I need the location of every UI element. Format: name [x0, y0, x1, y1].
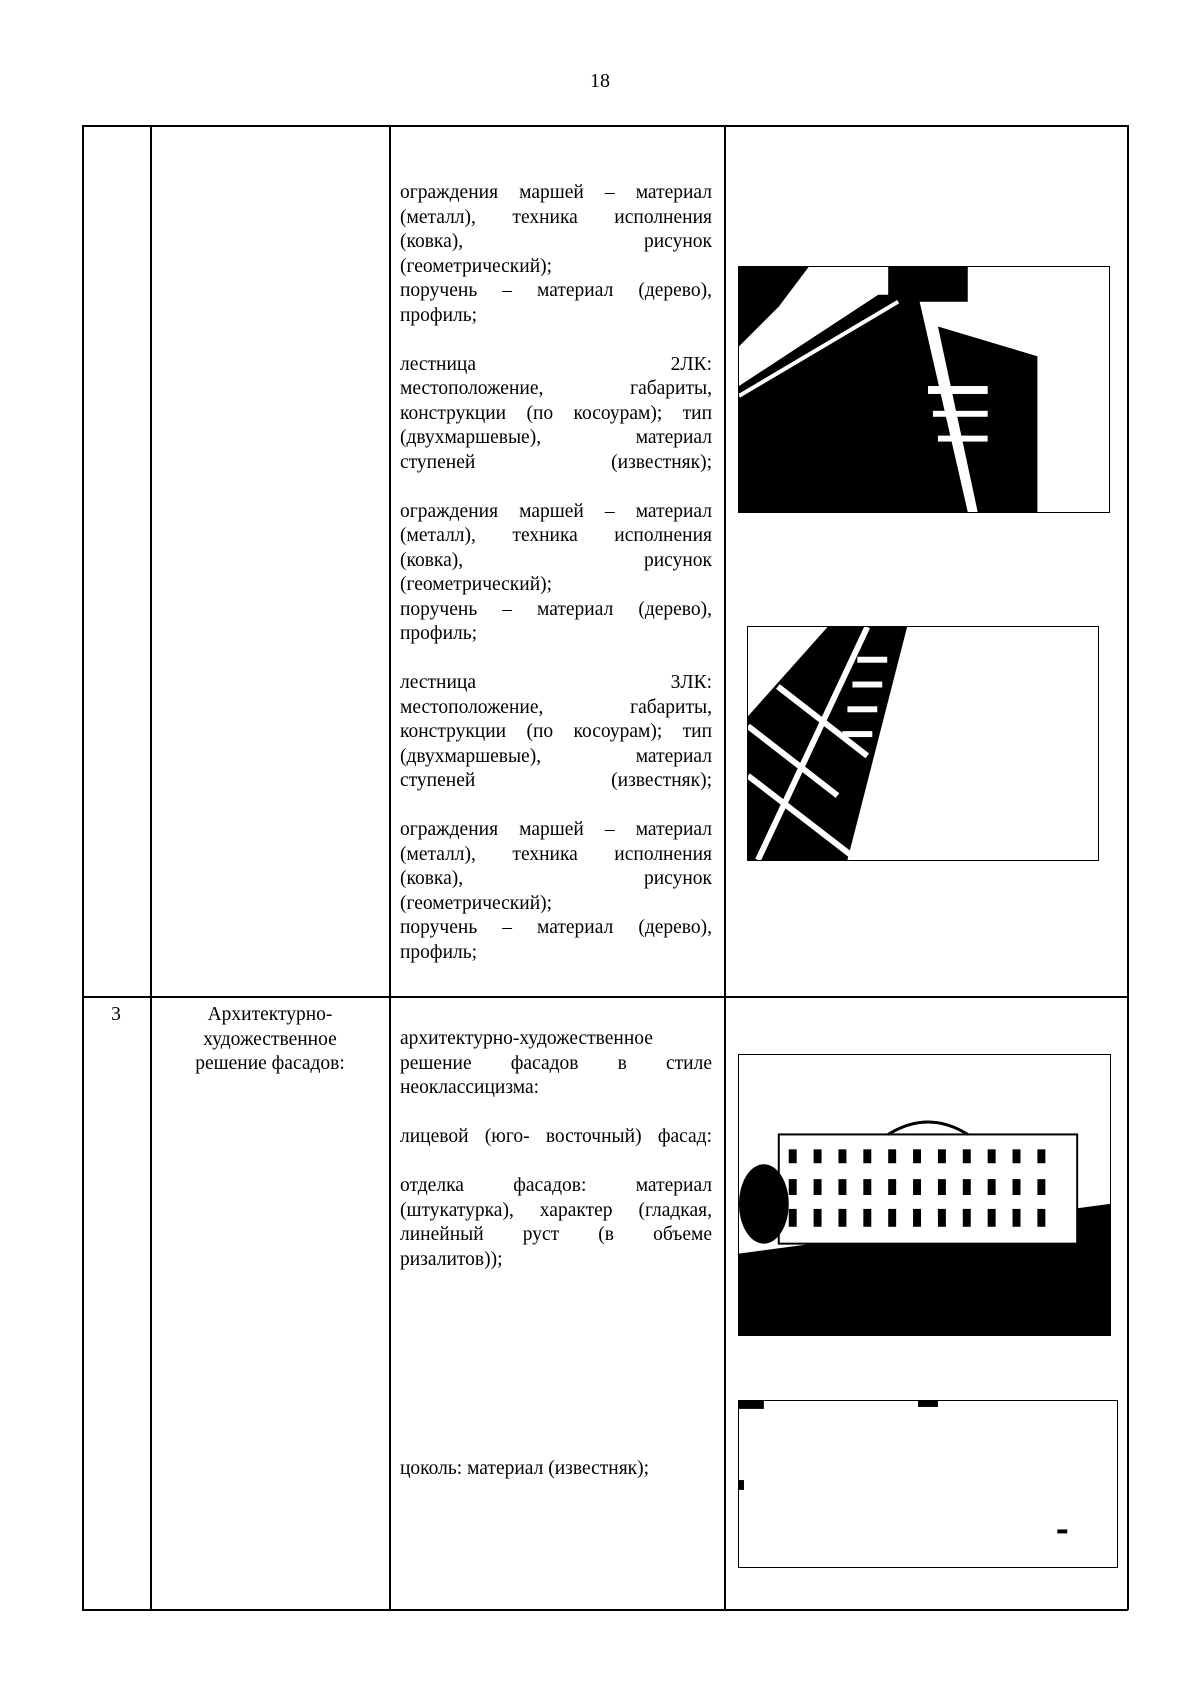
- paragraph-gap: [400, 475, 712, 500]
- text-line: (металл), техника исполнения: [400, 843, 712, 865]
- text-line: конструкции (по косоурам); тип: [400, 402, 712, 424]
- text-line: (металл), техника исполнения: [400, 206, 712, 228]
- text-line: отделка фасадов: материал: [400, 1175, 712, 1196]
- text-line: неоклассицизма:: [400, 1077, 540, 1098]
- staircase-3lk-photo: [747, 626, 1099, 861]
- row-divider: [82, 996, 1128, 998]
- page-number: 18: [590, 70, 610, 92]
- section-title-line: художественное: [203, 1028, 337, 1050]
- table-border-right: [1127, 125, 1129, 1610]
- row-number: 3: [111, 1004, 121, 1025]
- text-line: поручень – материал (дерево),: [400, 598, 712, 620]
- text-line: ступеней (известняк);: [400, 770, 712, 791]
- text-line: (металл), техника исполнения: [400, 525, 712, 546]
- column-divider-3: [724, 125, 726, 1610]
- column-divider-2: [389, 125, 391, 1610]
- text-line: линейный руст (в объеме: [400, 1224, 712, 1245]
- column-divider-1: [150, 125, 152, 1610]
- text-line: местоположение, габариты,: [400, 378, 712, 399]
- text-line: конструкции (по косоурам); тип: [400, 721, 712, 742]
- facade-description: [400, 1027, 712, 1272]
- plinth-photo: [738, 1400, 1118, 1568]
- text-line: (геометрический);: [400, 574, 553, 595]
- text-line: лестница 2ЛК:: [400, 353, 712, 375]
- text-line: ограждения маршей – материал: [400, 500, 712, 522]
- text-line: (двухмаршевые), материал: [400, 745, 712, 767]
- text-line: поручень – материал (дерево),: [400, 917, 712, 938]
- section-title-line: Архитектурно-: [207, 1004, 333, 1025]
- table-border-bottom: [82, 1609, 1128, 1611]
- text-line: (геометрический);: [400, 892, 553, 914]
- text-line: ступеней (известняк);: [400, 451, 712, 473]
- text-line: лестница 3ЛК:: [400, 672, 712, 693]
- text-line: (ковка), рисунок: [400, 549, 712, 571]
- text-line: профиль;: [400, 941, 478, 963]
- text-line: профиль;: [400, 304, 478, 326]
- paragraph-gap: [400, 794, 712, 819]
- text-line: (двухмаршевые), материал: [400, 427, 712, 448]
- table-border-top: [82, 125, 1128, 127]
- text-line: (штукатурка), характер (гладкая,: [400, 1199, 712, 1221]
- text-line: местоположение, габариты,: [400, 696, 712, 718]
- text-line: ризалитов));: [400, 1248, 503, 1270]
- text-line: лицевой (юго- восточный) фасад:: [400, 1126, 712, 1147]
- text-line: поручень – материал (дерево),: [400, 280, 712, 301]
- text-line: (геометрический);: [400, 255, 553, 277]
- section-title: [150, 1003, 390, 1077]
- section-title-line: решение фасадов:: [195, 1053, 345, 1074]
- text-line: архитектурно-художественное: [400, 1028, 653, 1049]
- continued-row-description: [400, 181, 712, 965]
- text-line: ограждения маршей – материал: [400, 819, 712, 840]
- text-line: (ковка), рисунок: [400, 231, 712, 252]
- text-line: решение фасадов в стиле: [400, 1052, 712, 1074]
- text-line: ограждения маршей – материал: [400, 182, 712, 203]
- paragraph-gap: [400, 1150, 712, 1175]
- paragraph-gap: [400, 1101, 712, 1126]
- plinth-description: цоколь: материал (известняк);: [400, 1458, 650, 1479]
- facade-photo: [738, 1054, 1111, 1336]
- text-line: профиль;: [400, 623, 478, 644]
- staircase-2lk-photo: [738, 266, 1110, 513]
- table-border-left: [82, 125, 84, 1610]
- text-line: (ковка), рисунок: [400, 868, 712, 889]
- paragraph-gap: [400, 647, 712, 672]
- paragraph-gap: [400, 328, 712, 353]
